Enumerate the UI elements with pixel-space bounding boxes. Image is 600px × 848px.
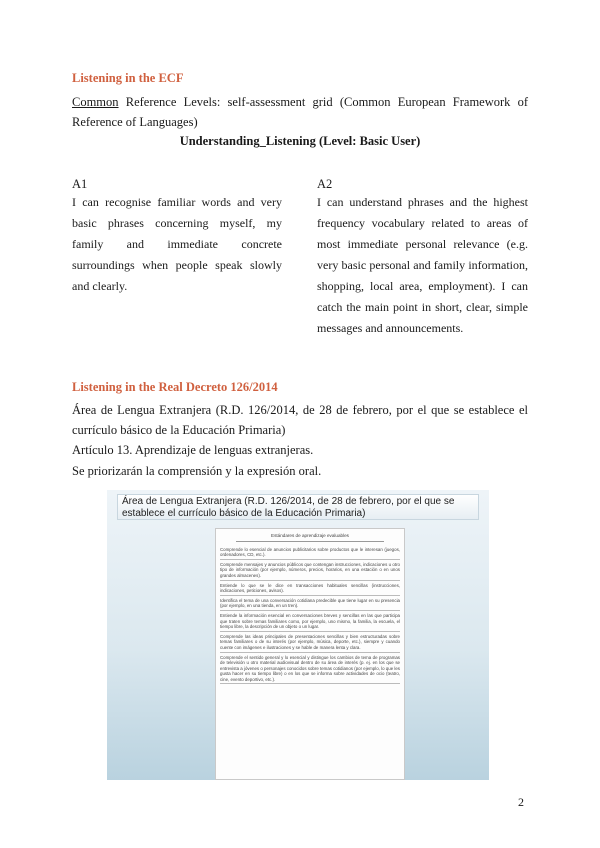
decreto-article-text: Artículo 13. Aprendizaje de lenguas extranjeras. — [72, 443, 314, 457]
standards-row: Comprende el sentido general y lo esencial y distingue los cambios de tema de programas de televisión u otro material audiovisual dentro de su área de interés (p. ej. en los que se entrevista a jóvenes o personajes conocidos sobre temas cotidianos (por ejemplo, lo que les gusta hacer en su tiempo libre) o en los que se informa sobre actividades de ocio (teatro, cine, evento deportivo, etc.). — [220, 654, 400, 685]
standards-table — [215, 528, 405, 780]
level-a2-description: I can understand phrases and the highest frequency vocabulary related to areas of most immediate personal relevance (e.g. very basic personal and family information, shopping, local area, employment). I can catch the main point in short, clear, simple messages and announcements. — [317, 195, 528, 335]
level-a1-code: A1 — [72, 177, 88, 191]
page-number: 2 — [518, 795, 524, 809]
level-a2-code: A2 — [317, 177, 333, 191]
section-heading-real-decreto: Listening in the Real Decreto 126/2014 — [72, 380, 278, 394]
grid-subtitle: Understanding_Listening (Level: Basic User) — [179, 134, 421, 148]
standards-row: Identifica el tema de una conversación cotidiana predecible que tiene lugar en su presencia (por ejemplo, en una tienda, en un tren). — [220, 597, 400, 611]
decreto-area-text: Área de Lengua Extranjera (R.D. 126/2014, de 28 de febrero, por el que se establece el currículo básico de la Educación Primaria) — [72, 403, 528, 437]
embedded-slide-image — [107, 490, 489, 780]
standards-row: Comprende las ideas principales de presentaciones sencillas y bien estructuradas sobre temas familiares o de su interés (por ejemplo, música, deporte, etc.), siempre y cuando cuente con imágenes e ilustraciones y se hable de manera lenta y clara. — [220, 633, 400, 653]
decreto-priority-text: Se priorizarán la comprensión y la expresión oral. — [72, 464, 322, 478]
standards-row: Entiende lo que se le dice en transacciones habituales sencillas (instrucciones, indicaciones, peticiones, avisos). — [220, 582, 400, 596]
intro-rest-text: Reference Levels: self-assessment grid (Common European Framework of Reference of Languages) — [72, 95, 528, 129]
slide-banner — [117, 494, 479, 520]
section-heading-ecf: Listening in the ECF — [72, 71, 184, 85]
standards-table-title: Estándares de aprendizaje evaluables — [236, 533, 384, 542]
standards-row: Entiende la información esencial en conversaciones breves y sencillas en las que participa que traten sobre temas familiares como, por ejemplo, uno mismo, la familia, la escuela, el tiempo libre, la descripción de un objeto o un lugar. — [220, 612, 400, 632]
standards-row: Comprende mensajes y anuncios públicos que contengan instrucciones, indicaciones u otro tipo de información (por ejemplo, números, precios, horarios, en una estación o en unos grandes almacenes). — [220, 561, 400, 581]
slide-banner-text: Área de Lengua Extranjera (R.D. 126/2014, de 28 de febrero, por el que se establece el currículo básico de la Educación Primaria) — [122, 496, 455, 519]
intro-underlined-word: Common — [72, 95, 119, 109]
standards-row: Comprende lo esencial de anuncios publicitarios sobre productos que le interesan (juegos, ordenadores, CD, etc.). — [220, 546, 400, 560]
ecf-intro-paragraph — [72, 92, 528, 132]
level-a1-description: I can recognise familiar words and very basic phrases concerning myself, my family and immediate concrete surroundings when people speak slowly and clearly. — [72, 195, 282, 293]
